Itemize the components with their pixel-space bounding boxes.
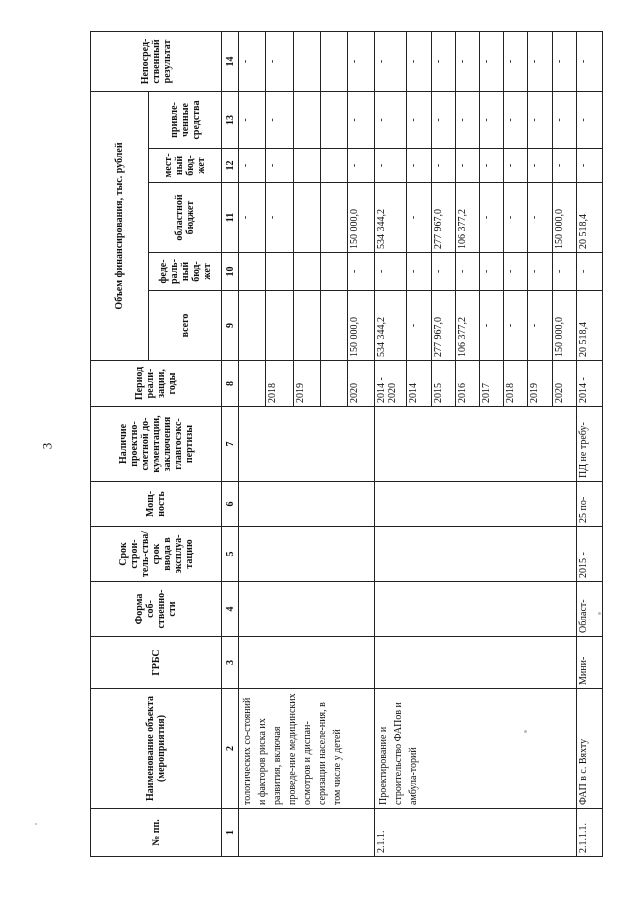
cell-period: 2017	[479, 361, 503, 407]
header-num: № пп.	[91, 809, 222, 857]
cell-total: -	[504, 291, 528, 361]
cell-period: 2018	[504, 361, 528, 407]
cell-local: -	[407, 149, 431, 183]
cell-regional: 534 344,2	[375, 183, 407, 253]
cell-regional	[293, 183, 320, 253]
cell-local: -	[528, 149, 552, 183]
cell-attracted: -	[528, 91, 552, 148]
cell-result: -	[431, 31, 455, 91]
cell-grbs	[375, 637, 577, 689]
cell-federal: -	[479, 253, 503, 291]
col-number: 10	[222, 253, 239, 291]
rotated-table-container	[90, 32, 603, 857]
cell-local: -	[576, 149, 602, 183]
cell-attracted: -	[552, 91, 576, 148]
cell-regional: -	[528, 183, 552, 253]
cell-total	[239, 291, 266, 361]
cell-grbs	[239, 637, 375, 689]
cell-attracted: -	[576, 91, 602, 148]
table-row	[576, 31, 602, 856]
header-name: Наименование объекта (мероприятия)	[91, 689, 222, 809]
cell-psd: ПД не требу-	[576, 407, 602, 482]
cell-regional	[320, 183, 347, 253]
cell-result: -	[504, 31, 528, 91]
col-number: 2	[222, 689, 239, 809]
cell-grbs: Мини-	[576, 637, 602, 689]
cell-total	[293, 291, 320, 361]
cell-total: 534 344,2	[375, 291, 407, 361]
header-ownership: Форма соб-ственно-сти	[91, 582, 222, 637]
cell-psd	[375, 407, 577, 482]
cell-regional: 150 000,0	[552, 183, 576, 253]
header-term: Срок строи-тель-ства/срок ввода в эксплуа-тацию	[91, 527, 222, 582]
header-period: Период реали-зации, годы	[91, 361, 222, 407]
scan-speck	[35, 823, 37, 825]
cell-total	[266, 291, 293, 361]
cell-term	[375, 527, 577, 582]
header-total: всего	[149, 291, 222, 361]
col-number: 7	[222, 407, 239, 482]
cell-local: -	[266, 149, 293, 183]
header-result: Непосред-ственный результат	[91, 31, 222, 91]
cell-regional: 20 518,4	[576, 183, 602, 253]
cell-name: Проектирование и строительство ФАПов и амбула-торий	[375, 689, 577, 809]
cell-federal: -	[375, 253, 407, 291]
cell-local: -	[239, 149, 266, 183]
header-local: мест-ный бюд-жет	[149, 149, 222, 183]
table-row	[239, 31, 266, 856]
cell-total: 150 000,0	[347, 291, 374, 361]
cell-period: 2020	[552, 361, 576, 407]
col-number: 12	[222, 149, 239, 183]
cell-period	[239, 361, 266, 407]
cell-federal: -	[528, 253, 552, 291]
cell-attracted: -	[479, 91, 503, 148]
header-grbs: ГРБС	[91, 637, 222, 689]
cell-local: -	[552, 149, 576, 183]
cell-period: 2019	[293, 361, 320, 407]
cell-num: 2.1.1.1.	[576, 809, 602, 857]
cell-attracted: -	[407, 91, 431, 148]
column-numbers-row	[222, 31, 239, 856]
cell-term: 2015 -	[576, 527, 602, 582]
cell-result: -	[455, 31, 479, 91]
col-number: 6	[222, 482, 239, 527]
header-power: Мощ-ность	[91, 482, 222, 527]
cell-federal	[239, 253, 266, 291]
cell-federal	[320, 253, 347, 291]
cell-federal: -	[455, 253, 479, 291]
col-number: 14	[222, 31, 239, 91]
financing-table	[90, 31, 603, 857]
col-number: 1	[222, 809, 239, 857]
cell-attracted: -	[266, 91, 293, 148]
cell-total: -	[528, 291, 552, 361]
cell-name: ФАП в с. Вяхту	[576, 689, 602, 809]
cell-total: -	[479, 291, 503, 361]
cell-local: -	[347, 149, 374, 183]
cell-federal: -	[431, 253, 455, 291]
cell-num	[239, 809, 375, 857]
cell-federal: -	[347, 253, 374, 291]
cell-local: -	[479, 149, 503, 183]
cell-result	[320, 31, 347, 91]
cell-attracted: -	[455, 91, 479, 148]
cell-regional: -	[239, 183, 266, 253]
cell-result	[293, 31, 320, 91]
cell-ownership	[375, 582, 577, 637]
cell-federal: -	[504, 253, 528, 291]
cell-result: -	[375, 31, 407, 91]
page-number: 3	[39, 442, 55, 450]
cell-power	[239, 482, 375, 527]
cell-period: 2015	[431, 361, 455, 407]
header-financing-group: Объем финансирования, тыс. рублей	[91, 91, 149, 360]
cell-total: 106 377,2	[455, 291, 479, 361]
cell-federal	[266, 253, 293, 291]
cell-result: -	[266, 31, 293, 91]
cell-regional: -	[504, 183, 528, 253]
cell-regional: -	[479, 183, 503, 253]
cell-total: -	[407, 291, 431, 361]
cell-result: -	[528, 31, 552, 91]
cell-attracted: -	[239, 91, 266, 148]
cell-federal: -	[576, 253, 602, 291]
cell-result: -	[552, 31, 576, 91]
cell-federal: -	[552, 253, 576, 291]
cell-attracted: -	[347, 91, 374, 148]
cell-power	[375, 482, 577, 527]
cell-period: 2018	[266, 361, 293, 407]
cell-attracted: -	[375, 91, 407, 148]
col-number: 8	[222, 361, 239, 407]
cell-local	[320, 149, 347, 183]
cell-attracted	[293, 91, 320, 148]
header-regional: областной бюджет	[149, 183, 222, 253]
cell-psd	[239, 407, 375, 482]
cell-result: -	[239, 31, 266, 91]
col-number: 4	[222, 582, 239, 637]
header-federal: феде-раль-ный бюд-жет	[149, 253, 222, 291]
cell-total: 277 967,0	[431, 291, 455, 361]
cell-local	[293, 149, 320, 183]
cell-period: 2014 - 2020	[375, 361, 407, 407]
cell-result: -	[407, 31, 431, 91]
cell-regional: -	[407, 183, 431, 253]
cell-result: -	[479, 31, 503, 91]
cell-local: -	[431, 149, 455, 183]
cell-num: 2.1.1.	[375, 809, 577, 857]
col-number: 9	[222, 291, 239, 361]
cell-federal: -	[407, 253, 431, 291]
cell-regional: 150 000,0	[347, 183, 374, 253]
cell-power: 25 по-	[576, 482, 602, 527]
cell-period	[320, 361, 347, 407]
cell-local: -	[375, 149, 407, 183]
cell-period: 2016	[455, 361, 479, 407]
cell-name: тологических со-стояний и факторов риска их развития, включая проведе-ние медицинских осмотров и диспан-серизации населе-ния, в том числе у детей	[239, 689, 375, 809]
cell-result: -	[576, 31, 602, 91]
header-psd: Наличие проектно-сметной до-кументации, заключения главгосэкс-пертизы	[91, 407, 222, 482]
cell-period: 2014	[407, 361, 431, 407]
header-attracted: привле-ченные средства	[149, 91, 222, 148]
cell-regional: -	[266, 183, 293, 253]
col-number: 3	[222, 637, 239, 689]
col-number: 13	[222, 91, 239, 148]
header-row-1	[91, 31, 149, 856]
cell-period: 2014 -	[576, 361, 602, 407]
cell-local: -	[504, 149, 528, 183]
cell-regional: 277 967,0	[431, 183, 455, 253]
cell-attracted: -	[504, 91, 528, 148]
cell-total	[320, 291, 347, 361]
cell-ownership	[239, 582, 375, 637]
cell-regional: 106 377,2	[455, 183, 479, 253]
col-number: 11	[222, 183, 239, 253]
cell-period: 2019	[528, 361, 552, 407]
cell-result: -	[347, 31, 374, 91]
cell-total: 20 518,4	[576, 291, 602, 361]
cell-attracted	[320, 91, 347, 148]
table-row	[375, 31, 407, 856]
cell-ownership: Област-	[576, 582, 602, 637]
cell-attracted: -	[431, 91, 455, 148]
cell-local: -	[455, 149, 479, 183]
col-number: 5	[222, 527, 239, 582]
cell-period: 2020	[347, 361, 374, 407]
cell-term	[239, 527, 375, 582]
cell-federal	[293, 253, 320, 291]
cell-total: 150 000,0	[552, 291, 576, 361]
